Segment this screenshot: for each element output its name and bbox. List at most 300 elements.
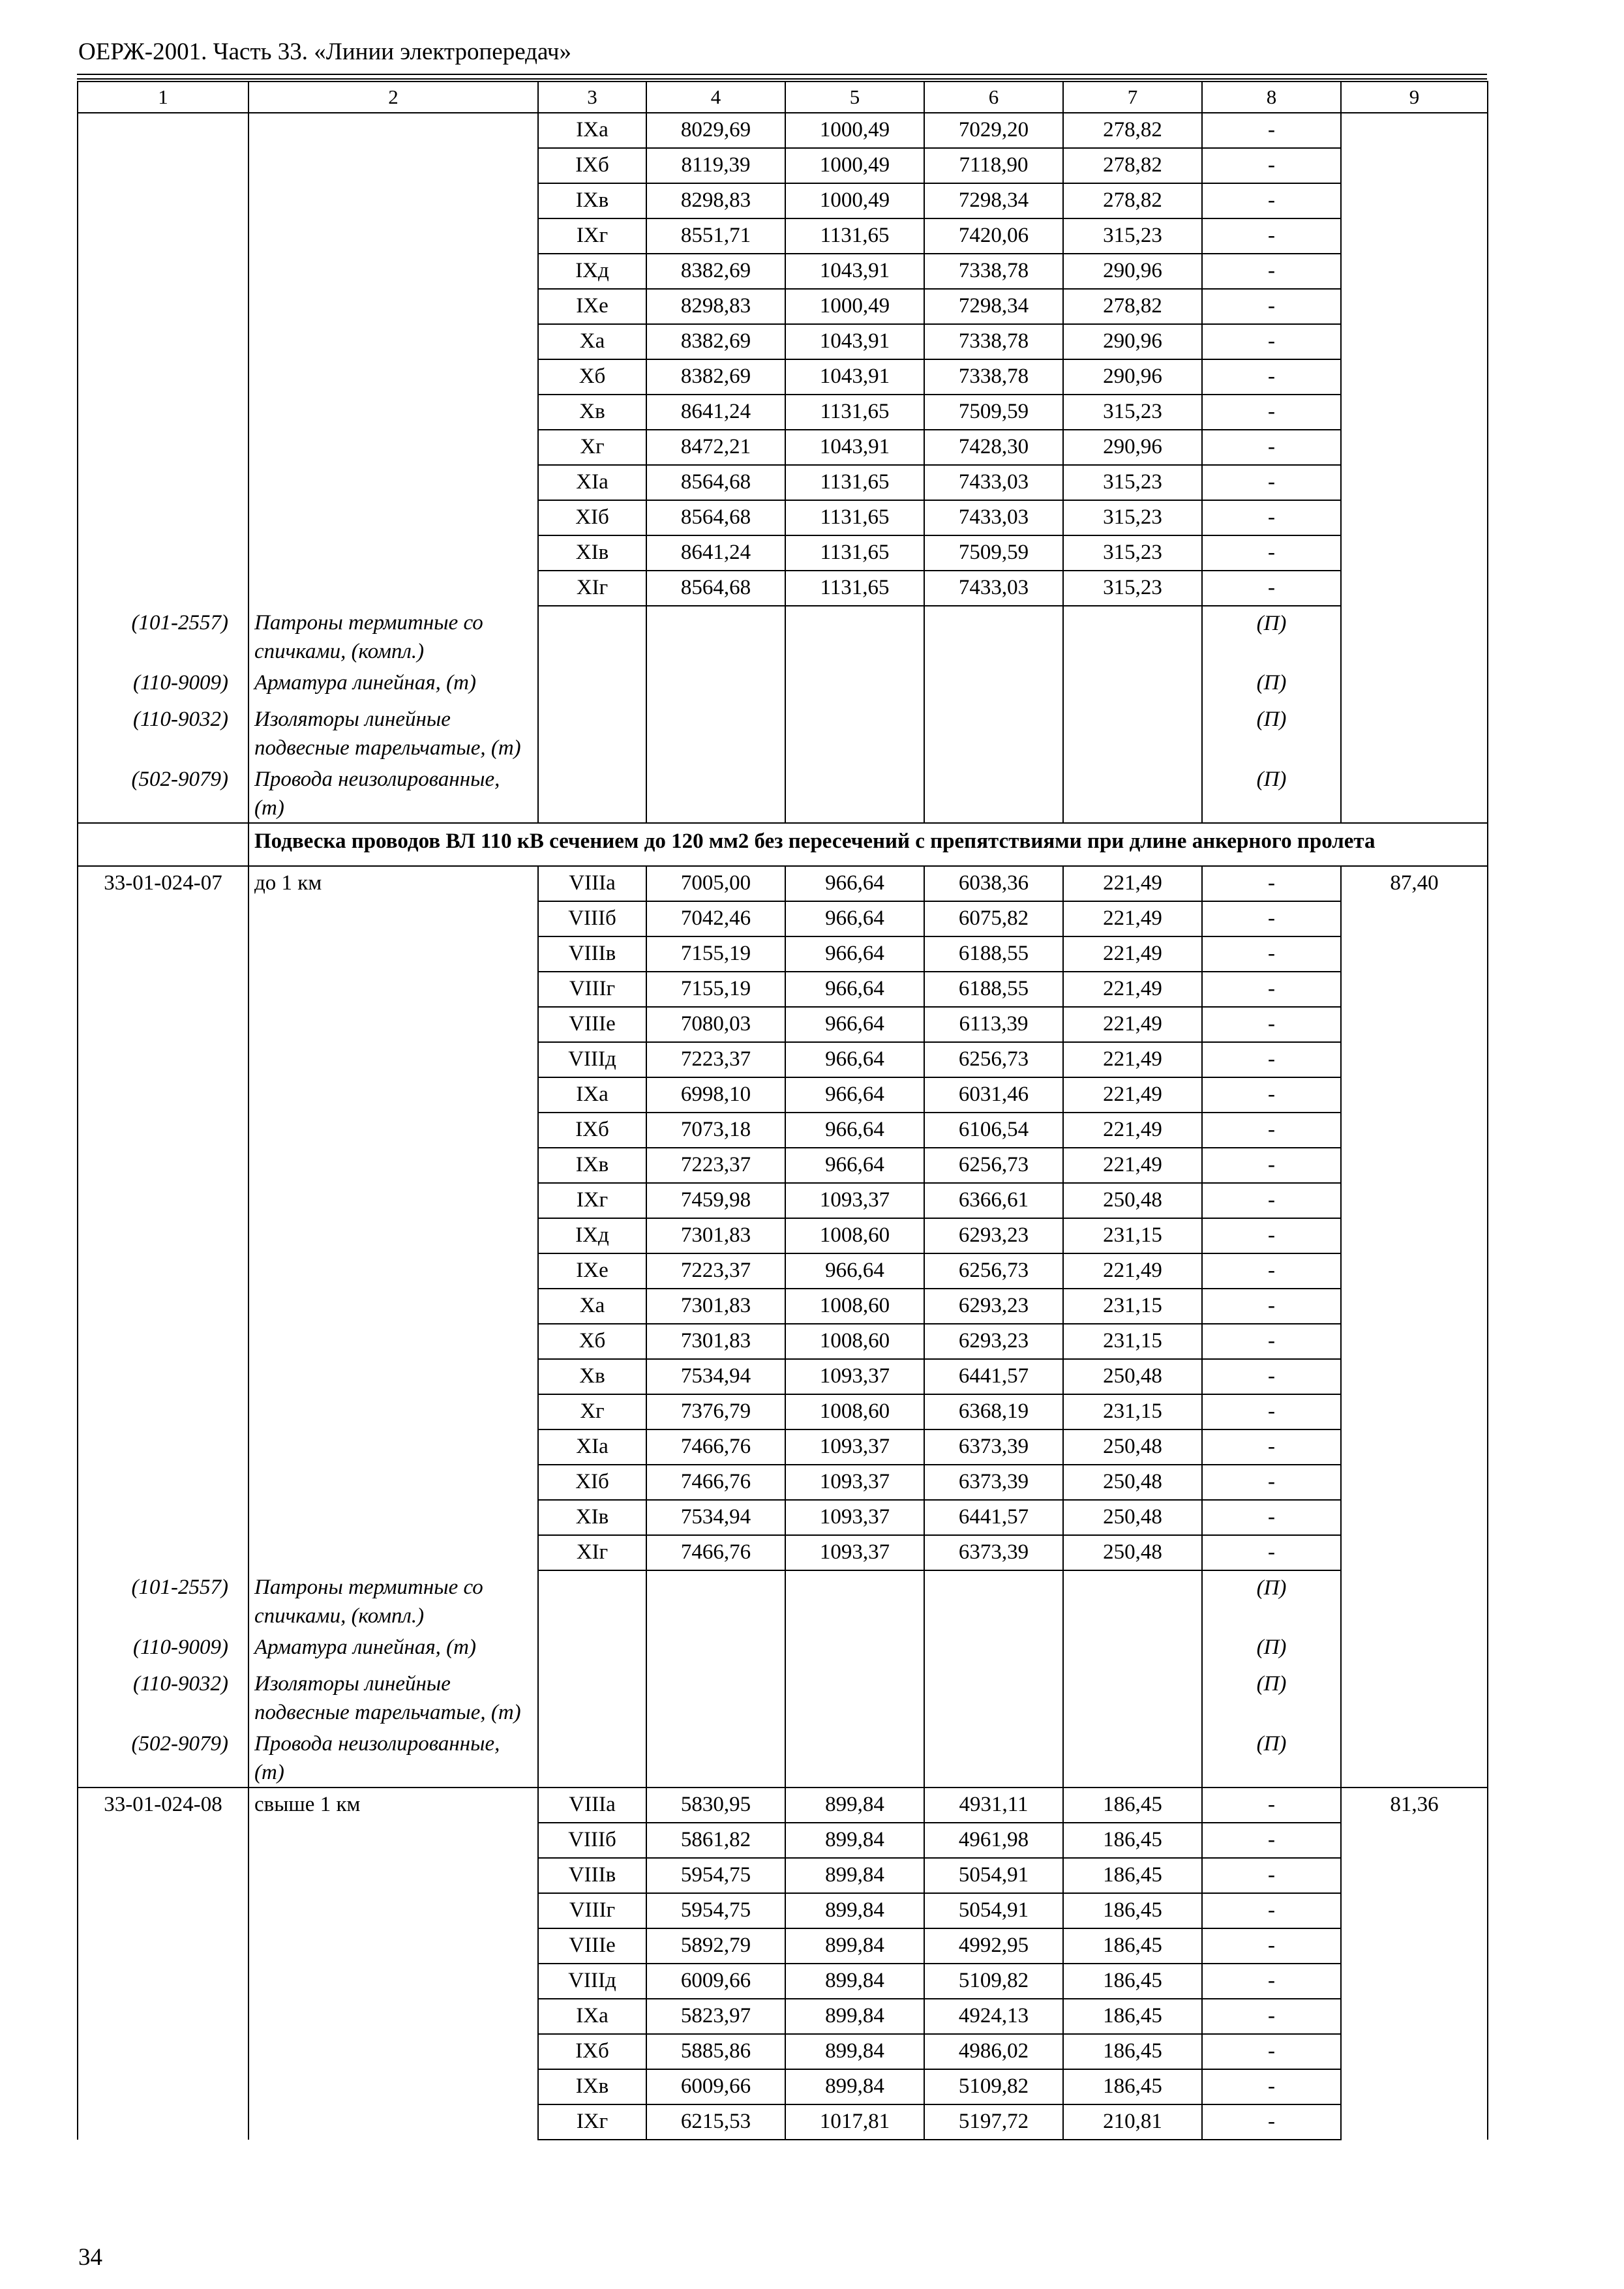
col9-cell	[1341, 2104, 1488, 2140]
value-cell: 290,96	[1063, 359, 1202, 395]
value-cell: 250,48	[1063, 1359, 1202, 1394]
resource-row	[78, 1630, 1488, 1667]
col9-cell	[1341, 1429, 1488, 1465]
value-cell: Xа	[538, 324, 646, 359]
value-cell: 7301,83	[646, 1218, 785, 1253]
empty-cell	[646, 1667, 785, 1727]
value-cell: IXб	[538, 2034, 646, 2069]
value-cell: 1000,49	[785, 113, 924, 148]
table-row	[78, 1893, 1488, 1928]
value-cell: -	[1202, 1500, 1341, 1535]
empty-cell	[924, 666, 1063, 702]
value-cell: VIIIг	[538, 972, 646, 1007]
empty-cell	[1341, 1570, 1488, 1630]
col9-cell	[1341, 1077, 1488, 1113]
col9-cell	[1341, 359, 1488, 395]
value-cell: XIг	[538, 1535, 646, 1570]
rate-name-cell	[248, 2069, 538, 2104]
rate-code-cell	[78, 289, 248, 324]
value-cell: -	[1202, 1788, 1341, 1823]
resource-mark: (П)	[1202, 1630, 1341, 1667]
rate-name-cell	[248, 1183, 538, 1218]
value-cell: 7029,20	[924, 113, 1063, 148]
empty-cell	[785, 702, 924, 762]
rate-code-cell	[78, 1964, 248, 1999]
value-cell: 899,84	[785, 1788, 924, 1823]
resource-name: Провода неизолированные, (т)	[248, 1727, 538, 1788]
value-cell: 315,23	[1063, 218, 1202, 254]
rate-name-cell	[248, 1289, 538, 1324]
rate-name-cell	[248, 1113, 538, 1148]
value-cell: VIIIв	[538, 936, 646, 972]
resource-row	[78, 666, 1488, 702]
col9-cell	[1341, 1823, 1488, 1858]
empty-cell	[538, 666, 646, 702]
value-cell: -	[1202, 218, 1341, 254]
value-cell: IXа	[538, 1999, 646, 2034]
table-row	[78, 218, 1488, 254]
table-row	[78, 972, 1488, 1007]
rate-name-cell	[248, 395, 538, 430]
rate-name-cell	[248, 1324, 538, 1359]
rate-code-cell	[78, 1253, 248, 1289]
table-row	[78, 2104, 1488, 2140]
value-cell: 5954,75	[646, 1893, 785, 1928]
value-cell: 186,45	[1063, 1893, 1202, 1928]
table-row	[78, 359, 1488, 395]
rate-code-cell	[78, 254, 248, 289]
empty-cell	[538, 1667, 646, 1727]
value-cell: 6441,57	[924, 1359, 1063, 1394]
rate-name-cell: свыше 1 км	[248, 1788, 538, 1823]
empty-cell	[538, 1630, 646, 1667]
value-cell: 278,82	[1063, 113, 1202, 148]
rate-code-cell	[78, 1289, 248, 1324]
value-cell: 7509,59	[924, 535, 1063, 571]
value-cell: 8641,24	[646, 395, 785, 430]
value-cell: 250,48	[1063, 1429, 1202, 1465]
col9-cell	[1341, 254, 1488, 289]
value-cell: XIв	[538, 1500, 646, 1535]
value-cell: -	[1202, 254, 1341, 289]
value-cell: 7466,76	[646, 1535, 785, 1570]
resource-code: (110-9009)	[78, 1630, 248, 1667]
value-cell: 250,48	[1063, 1465, 1202, 1500]
value-cell: VIIIд	[538, 1964, 646, 1999]
value-cell: 6215,53	[646, 2104, 785, 2140]
rate-code-cell	[78, 1218, 248, 1253]
table-row	[78, 1465, 1488, 1500]
resource-row	[78, 702, 1488, 762]
col9-cell	[1341, 1042, 1488, 1077]
value-cell: IXг	[538, 2104, 646, 2140]
table-row	[78, 113, 1488, 148]
value-cell: 1093,37	[785, 1500, 924, 1535]
rate-name-cell	[248, 1148, 538, 1183]
column-number-row	[78, 82, 1488, 113]
table-row	[78, 1999, 1488, 2034]
value-cell: 250,48	[1063, 1183, 1202, 1218]
value-cell: -	[1202, 571, 1341, 606]
rate-name-cell	[248, 1007, 538, 1042]
rate-code-cell	[78, 148, 248, 183]
column-number: 2	[248, 82, 538, 113]
value-cell: 221,49	[1063, 1042, 1202, 1077]
table-row	[78, 1148, 1488, 1183]
value-cell: 8029,69	[646, 113, 785, 148]
page-number: 34	[78, 2244, 102, 2271]
value-cell: 186,45	[1063, 1964, 1202, 1999]
value-cell: 221,49	[1063, 1148, 1202, 1183]
value-cell: 210,81	[1063, 2104, 1202, 2140]
empty-cell	[1341, 666, 1488, 702]
rates-table	[77, 81, 1488, 2140]
rate-name-cell	[248, 2034, 538, 2069]
value-cell: IXа	[538, 1077, 646, 1113]
value-cell: 7338,78	[924, 324, 1063, 359]
value-cell: IXд	[538, 254, 646, 289]
rate-name-cell	[248, 901, 538, 936]
rate-code-cell	[78, 359, 248, 395]
value-cell: 1000,49	[785, 289, 924, 324]
value-cell: IXв	[538, 1148, 646, 1183]
rate-code-cell	[78, 1465, 248, 1500]
value-cell: 4924,13	[924, 1999, 1063, 2034]
value-cell: 250,48	[1063, 1535, 1202, 1570]
value-cell: 899,84	[785, 1893, 924, 1928]
column-number: 5	[785, 82, 924, 113]
value-cell: 899,84	[785, 1964, 924, 1999]
value-cell: 315,23	[1063, 500, 1202, 535]
col9-cell: 81,36	[1341, 1788, 1488, 1823]
page-header: ОЕРЖ-2001. Часть 33. «Линии электропередач»	[78, 38, 572, 65]
value-cell: VIIIе	[538, 1928, 646, 1964]
rate-name-cell: до 1 км	[248, 866, 538, 901]
table-row	[78, 430, 1488, 465]
value-cell: 6368,19	[924, 1394, 1063, 1429]
value-cell: 231,15	[1063, 1324, 1202, 1359]
resource-name: Патроны термитные со спичками, (компл.)	[248, 1570, 538, 1630]
empty-cell	[924, 1630, 1063, 1667]
rate-code-cell	[78, 465, 248, 500]
value-cell: 221,49	[1063, 972, 1202, 1007]
table-row	[78, 1042, 1488, 1077]
value-cell: 7376,79	[646, 1394, 785, 1429]
rate-name-cell	[248, 571, 538, 606]
empty-cell	[924, 1727, 1063, 1788]
value-cell: 1043,91	[785, 254, 924, 289]
rate-code-cell	[78, 1324, 248, 1359]
empty-cell	[78, 823, 248, 866]
value-cell: XIг	[538, 571, 646, 606]
value-cell: -	[1202, 359, 1341, 395]
table-row	[78, 571, 1488, 606]
value-cell: 221,49	[1063, 1113, 1202, 1148]
value-cell: 250,48	[1063, 1500, 1202, 1535]
resource-row	[78, 1727, 1488, 1788]
value-cell: -	[1202, 1928, 1341, 1964]
col9-cell	[1341, 1253, 1488, 1289]
value-cell: 966,64	[785, 901, 924, 936]
value-cell: -	[1202, 1823, 1341, 1858]
resource-code: (101-2557)	[78, 1570, 248, 1630]
rate-code-cell	[78, 1858, 248, 1893]
table-row	[78, 500, 1488, 535]
table-row	[78, 1394, 1488, 1429]
empty-cell	[538, 1727, 646, 1788]
value-cell: 7433,03	[924, 500, 1063, 535]
empty-cell	[646, 702, 785, 762]
value-cell: 221,49	[1063, 1077, 1202, 1113]
value-cell: 5954,75	[646, 1858, 785, 1893]
empty-cell	[785, 762, 924, 823]
rate-name-cell	[248, 1042, 538, 1077]
resource-name: Арматура линейная, (т)	[248, 666, 538, 702]
value-cell: -	[1202, 148, 1341, 183]
rate-name-cell	[248, 535, 538, 571]
col9-cell	[1341, 2034, 1488, 2069]
value-cell: 6366,61	[924, 1183, 1063, 1218]
value-cell: 1008,60	[785, 1289, 924, 1324]
table-row	[78, 1964, 1488, 1999]
resource-row	[78, 1667, 1488, 1727]
value-cell: 4931,11	[924, 1788, 1063, 1823]
rate-name-cell	[248, 1858, 538, 1893]
header-rule-bottom	[77, 78, 1487, 80]
rate-name-cell	[248, 359, 538, 395]
value-cell: IXв	[538, 2069, 646, 2104]
value-cell: 7298,34	[924, 289, 1063, 324]
value-cell: 8382,69	[646, 359, 785, 395]
value-cell: -	[1202, 183, 1341, 218]
table-row	[78, 1253, 1488, 1289]
resource-mark: (П)	[1202, 1727, 1341, 1788]
col9-cell	[1341, 901, 1488, 936]
col9-cell	[1341, 289, 1488, 324]
value-cell: IXд	[538, 1218, 646, 1253]
value-cell: 6038,36	[924, 866, 1063, 901]
table-row	[78, 465, 1488, 500]
empty-cell	[785, 1667, 924, 1727]
value-cell: 7223,37	[646, 1042, 785, 1077]
value-cell: -	[1202, 289, 1341, 324]
resource-code: (110-9032)	[78, 1667, 248, 1727]
value-cell: 1131,65	[785, 465, 924, 500]
value-cell: 899,84	[785, 1999, 924, 2034]
resource-code: (101-2557)	[78, 606, 248, 666]
empty-cell	[1063, 1727, 1202, 1788]
value-cell: -	[1202, 1183, 1341, 1218]
empty-cell	[924, 606, 1063, 666]
empty-cell	[924, 1667, 1063, 1727]
value-cell: -	[1202, 465, 1341, 500]
empty-cell	[785, 1630, 924, 1667]
value-cell: -	[1202, 901, 1341, 936]
rate-code-cell	[78, 1535, 248, 1570]
empty-cell	[538, 606, 646, 666]
rate-name-cell	[248, 500, 538, 535]
table-row	[78, 1500, 1488, 1535]
value-cell: XIа	[538, 465, 646, 500]
rate-name-cell	[248, 972, 538, 1007]
table-row	[78, 1359, 1488, 1394]
value-cell: 966,64	[785, 1042, 924, 1077]
value-cell: 6113,39	[924, 1007, 1063, 1042]
value-cell: 7073,18	[646, 1113, 785, 1148]
table-row	[78, 1183, 1488, 1218]
value-cell: 6373,39	[924, 1535, 1063, 1570]
value-cell: 5861,82	[646, 1823, 785, 1858]
empty-cell	[1063, 1570, 1202, 1630]
value-cell: 290,96	[1063, 254, 1202, 289]
table-row	[78, 148, 1488, 183]
value-cell: VIIIг	[538, 1893, 646, 1928]
col9-cell	[1341, 1113, 1488, 1148]
empty-cell	[1341, 606, 1488, 666]
value-cell: -	[1202, 1218, 1341, 1253]
value-cell: 1093,37	[785, 1465, 924, 1500]
value-cell: 8382,69	[646, 254, 785, 289]
value-cell: -	[1202, 1394, 1341, 1429]
table-row	[78, 866, 1488, 901]
resource-mark: (П)	[1202, 666, 1341, 702]
col9-cell	[1341, 500, 1488, 535]
value-cell: VIIIа	[538, 866, 646, 901]
rate-code-cell	[78, 972, 248, 1007]
value-cell: -	[1202, 1858, 1341, 1893]
empty-cell	[646, 762, 785, 823]
column-number: 3	[538, 82, 646, 113]
value-cell: 290,96	[1063, 324, 1202, 359]
col9-cell	[1341, 1289, 1488, 1324]
table-row	[78, 254, 1488, 289]
value-cell: 278,82	[1063, 148, 1202, 183]
col9-cell	[1341, 571, 1488, 606]
table-row	[78, 1113, 1488, 1148]
value-cell: Xа	[538, 1289, 646, 1324]
rate-code-cell	[78, 500, 248, 535]
col9-cell	[1341, 430, 1488, 465]
rate-code-cell	[78, 1429, 248, 1465]
value-cell: IXб	[538, 1113, 646, 1148]
value-cell: 1131,65	[785, 571, 924, 606]
rate-name-cell	[248, 465, 538, 500]
rate-code-cell	[78, 2069, 248, 2104]
value-cell: 5054,91	[924, 1893, 1063, 1928]
value-cell: 8119,39	[646, 148, 785, 183]
col9-cell	[1341, 535, 1488, 571]
empty-cell	[1063, 666, 1202, 702]
col9-cell	[1341, 1500, 1488, 1535]
table-row	[78, 1928, 1488, 1964]
table-row	[78, 395, 1488, 430]
col9-cell	[1341, 148, 1488, 183]
empty-cell	[924, 1570, 1063, 1630]
value-cell: 899,84	[785, 2034, 924, 2069]
rate-code-cell	[78, 1359, 248, 1394]
col9-cell	[1341, 1324, 1488, 1359]
rate-name-cell	[248, 324, 538, 359]
empty-cell	[785, 666, 924, 702]
rate-code-cell	[78, 218, 248, 254]
table-row	[78, 1289, 1488, 1324]
rate-name-cell	[248, 1218, 538, 1253]
value-cell: -	[1202, 1253, 1341, 1289]
col9-cell	[1341, 936, 1488, 972]
value-cell: 6373,39	[924, 1465, 1063, 1500]
value-cell: 1043,91	[785, 430, 924, 465]
value-cell: 1043,91	[785, 359, 924, 395]
rate-name-cell	[248, 1999, 538, 2034]
rate-code-cell	[78, 1148, 248, 1183]
value-cell: 1093,37	[785, 1535, 924, 1570]
resource-row	[78, 606, 1488, 666]
value-cell: 8564,68	[646, 571, 785, 606]
value-cell: 7301,83	[646, 1289, 785, 1324]
value-cell: 6293,23	[924, 1324, 1063, 1359]
value-cell: XIа	[538, 1429, 646, 1465]
value-cell: 278,82	[1063, 289, 1202, 324]
empty-cell	[646, 606, 785, 666]
rate-name-cell	[248, 1359, 538, 1394]
value-cell: 966,64	[785, 1253, 924, 1289]
empty-cell	[785, 1570, 924, 1630]
value-cell: 7080,03	[646, 1007, 785, 1042]
empty-cell	[1341, 762, 1488, 823]
rate-code-cell	[78, 430, 248, 465]
rate-name-cell	[248, 113, 538, 148]
table-row	[78, 936, 1488, 972]
value-cell: 966,64	[785, 1077, 924, 1113]
value-cell: 7433,03	[924, 465, 1063, 500]
value-cell: XIв	[538, 535, 646, 571]
table-row	[78, 901, 1488, 936]
value-cell: 899,84	[785, 1928, 924, 1964]
rate-code-cell	[78, 1007, 248, 1042]
empty-cell	[785, 1727, 924, 1788]
table-row	[78, 1823, 1488, 1858]
value-cell: -	[1202, 113, 1341, 148]
col9-cell	[1341, 1183, 1488, 1218]
value-cell: 966,64	[785, 1113, 924, 1148]
value-cell: 186,45	[1063, 1928, 1202, 1964]
col9-cell	[1341, 1858, 1488, 1893]
table-row	[78, 2069, 1488, 2104]
table-row	[78, 183, 1488, 218]
value-cell: -	[1202, 535, 1341, 571]
value-cell: XIб	[538, 500, 646, 535]
header-rule-top	[77, 74, 1487, 75]
col9-cell	[1341, 1359, 1488, 1394]
value-cell: 315,23	[1063, 535, 1202, 571]
value-cell: 8551,71	[646, 218, 785, 254]
rate-name-cell	[248, 1253, 538, 1289]
value-cell: IXв	[538, 183, 646, 218]
value-cell: -	[1202, 2034, 1341, 2069]
value-cell: -	[1202, 1148, 1341, 1183]
value-cell: -	[1202, 866, 1341, 901]
rate-code-cell: 33-01-024-07	[78, 866, 248, 901]
value-cell: 221,49	[1063, 1253, 1202, 1289]
value-cell: -	[1202, 2069, 1341, 2104]
value-cell: 6075,82	[924, 901, 1063, 936]
value-cell: IXа	[538, 113, 646, 148]
empty-cell	[1063, 606, 1202, 666]
col9-cell	[1341, 465, 1488, 500]
value-cell: 8382,69	[646, 324, 785, 359]
table-row	[78, 1007, 1488, 1042]
value-cell: 186,45	[1063, 2069, 1202, 2104]
